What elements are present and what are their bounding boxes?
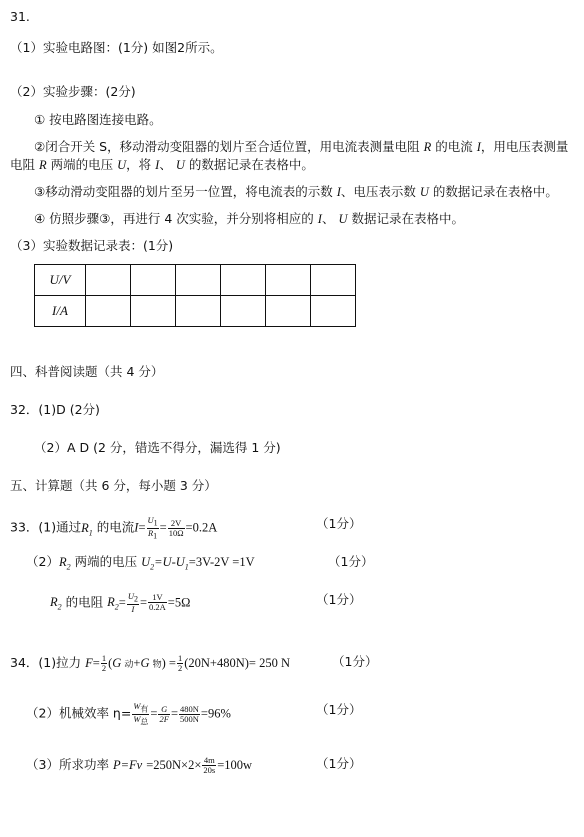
q31-step2-line1: ②闭合开关 S，移动滑动变阻器的划片至合适位置，用电流表测量电阻 R 的电流 I，用电压表测量 <box>34 139 569 154</box>
table-cell <box>311 265 356 296</box>
q31-step2-line2: 电阻 R 两端的电压 U，将 I、 U 的数据记录在表格中。 <box>10 157 314 172</box>
data-record-table <box>34 264 356 327</box>
table-cell <box>86 265 131 296</box>
table-row-header: U/V <box>35 265 86 296</box>
table-row <box>35 296 356 327</box>
q31-part3-heading: （3）实验数据记录表：(1分) <box>10 238 174 253</box>
q33-part1: 33．(1)通过$R_1$ 的电流I= $\frac{U_1}{R_1}$ = $\frac{2V}{10\Omega}$ =0.2A <box>10 515 218 541</box>
table-cell <box>131 296 176 327</box>
table-row <box>35 265 356 296</box>
score-label: （1分） <box>328 554 374 569</box>
score-label: （1分） <box>332 654 378 669</box>
q31-step4: ④ 仿照步骤③，再进行 4 次实验，并分别将相应的 I、 U 数据记录在表格中。 <box>34 211 464 226</box>
table-cell <box>221 265 266 296</box>
section-5-heading: 五、计算题（共 6 分，每小题 3 分） <box>10 478 217 493</box>
section-4-heading: 四、科普阅读题（共 4 分） <box>10 364 164 379</box>
table-cell <box>86 296 131 327</box>
table-cell <box>131 265 176 296</box>
q34-part2: （2）机械效率 η= $\frac{W_有}{W_总}$ = $\frac{G}{2F}$ = $\frac{480N}{500N}$ =96% <box>26 701 231 727</box>
score-label: （1分） <box>316 516 362 531</box>
score-label: （1分） <box>316 756 362 771</box>
fraction-current: $\frac{U_1}{R_1}$ <box>147 515 158 541</box>
table-cell <box>176 296 221 327</box>
table-cell <box>176 265 221 296</box>
score-label: （1分） <box>316 592 362 607</box>
score-label: （1分） <box>316 702 362 717</box>
q34-part1: 34．(1)拉力 F= $\frac{1}{2}$ (G 动+G 物) = $\frac{1}{2}$ (20N+480N)= 250 N <box>10 653 290 673</box>
table-row-header: I/A <box>35 296 86 327</box>
table-cell <box>266 296 311 327</box>
fraction-resistance: $\frac{U_2}{I}$ <box>127 591 138 614</box>
q31-part2-heading: （2）实验步骤：(2分) <box>10 84 136 99</box>
table-cell <box>311 296 356 327</box>
q32-part1: 32．(1)D (2分) <box>10 402 100 417</box>
q33-part3: $R_2$ 的电阻 $R_2=$ $\frac{U_2}{I}$ = $\frac{1V}{0.2A}$ =5Ω <box>50 591 191 614</box>
q33-part2: $(2)R_2$ 两端的电压 $U_2=U-U_1=3V-2V =1V$ <box>26 554 255 572</box>
table-cell <box>266 265 311 296</box>
question-31-number: 31. <box>10 9 30 24</box>
fraction-efficiency: $\frac{W_有}{W_总}$ <box>133 701 149 727</box>
q31-step3: ③移动滑动变阻器的划片至另一位置，将电流表的示数 I、电压表示数 U 的数据记录在表格中。 <box>34 184 558 199</box>
q34-part3: （3）所求功率 P=Fv =250N×2× $\frac{4m}{20s}$ =100w <box>26 755 253 775</box>
fraction-velocity: $\frac{4m}{20s}$ <box>203 755 216 775</box>
q31-part1: （1）实验电路图：(1分) 如图2所示。 <box>10 40 223 55</box>
table-cell <box>221 296 266 327</box>
q32-part2: （2）A D (2 分，错选不得分，漏选得 1 分) <box>34 440 281 455</box>
q31-step1: ① 按电路图连接电路。 <box>34 112 162 127</box>
